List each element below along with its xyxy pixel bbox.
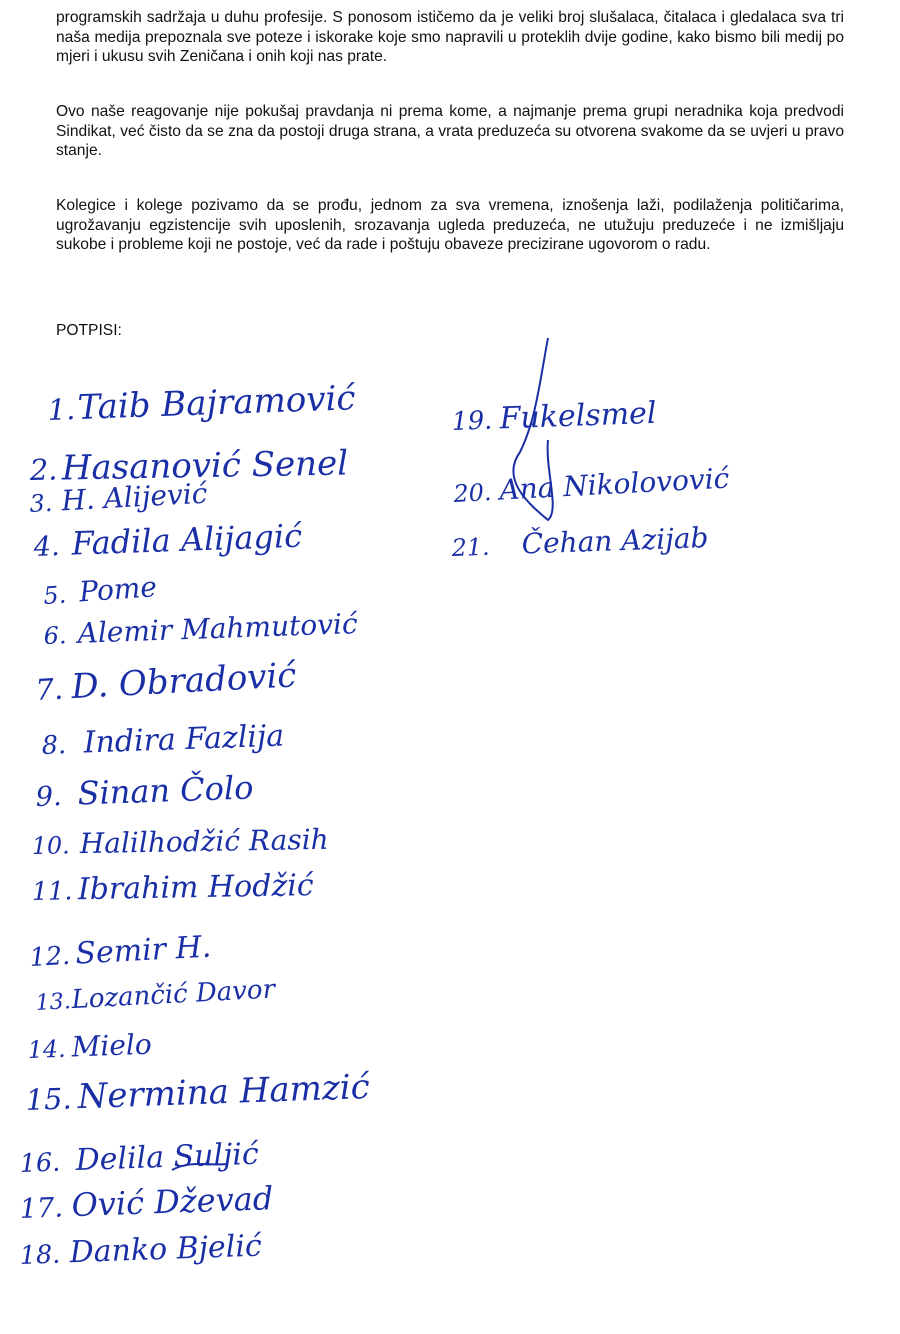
signature-name: Indira Fazlija <box>83 718 285 761</box>
signature-entry <box>35 768 254 814</box>
signature-entry <box>450 520 709 563</box>
signature-number: 15. <box>25 1081 73 1117</box>
signature-number: 17. <box>19 1192 64 1225</box>
signature-name: Pome <box>78 570 158 609</box>
signature-number: 18. <box>19 1239 61 1271</box>
signature-entry <box>19 1179 274 1226</box>
signature-name: Sinan Čolo <box>76 768 255 813</box>
signature-number: 1. <box>47 392 76 427</box>
signature-name: Danko Bjelić <box>69 1228 263 1271</box>
signature-name: Delila Suljić <box>75 1136 260 1179</box>
signature-number: 8. <box>41 730 67 761</box>
signature-number: 2. <box>29 452 58 487</box>
signature-entry <box>32 868 315 908</box>
paragraph-media-recognition: programskih sadržaja u duhu profesije. S ponosom ističemo da je veliki broj slušalaca, čitalaca i gledalaca sva tri naša medija prepoznala sve poteze i iskorake koje smo napravili u proteklih dvije godine, kako bismo bili medij po mjeri i ukusu svih Zeničana i onih koji nas prate. <box>56 9 844 65</box>
signature-entry <box>19 1229 262 1272</box>
signature-number: 12. <box>28 940 71 973</box>
signature-name: Semir H. <box>74 929 213 972</box>
paragraph-appeal-to-colleagues: Kolegice i kolege pozivamo da se prođu, jednom za sva vremena, iznošenja laži, podilaženja političarima, ugrožavanju egzistencije svih uposlenih, srozavanja ugleda preduzeća, ne utužuju preduzeće i ne izmišljaju sukobe i probleme koji ne postoje, već da rade i poštuju obaveze precizirane ugovorom o radu. <box>56 197 844 253</box>
signature-number: 9. <box>35 781 63 813</box>
signature-number: 19. <box>451 405 493 437</box>
signature-number: 10. <box>31 831 70 860</box>
signature-name: H. Alijević <box>60 476 209 518</box>
signature-entry <box>25 1067 371 1119</box>
signature-number: 6. <box>43 621 67 650</box>
signature-name: Čehan Azijab <box>521 521 709 561</box>
signature-entry <box>27 1028 152 1065</box>
signature-entry <box>43 607 358 651</box>
signature-number: 20. <box>452 478 493 508</box>
signature-entry <box>451 396 657 438</box>
signature-number: 13. <box>34 988 72 1016</box>
signatures-heading: POTPISI: <box>56 322 122 339</box>
signature-entry <box>47 378 357 429</box>
signature-name: Ibrahim Hodžić <box>77 868 314 908</box>
signature-entry <box>34 655 298 709</box>
signature-entry <box>19 1137 259 1180</box>
signature-name: Ana Nikolovović <box>498 461 731 507</box>
signature-number: 3. <box>28 488 54 518</box>
signature-entry <box>29 930 213 974</box>
signature-name: Fukelsmel <box>499 395 658 437</box>
signature-number: 11. <box>31 876 73 907</box>
signature-name: Lozančić Davor <box>70 974 276 1016</box>
signature-name: Fadila Alijagić <box>70 516 303 563</box>
signature-entry <box>452 462 731 509</box>
signature-name: D. Obradović <box>70 655 298 708</box>
paragraph-reaction-statement: Ovo naše reagovanje nije pokušaj pravdanja ni prema kome, a najmanje prema grupi neradnika koja predvodi Sindikat, već čisto da se zna da postoji druga strana, a vrata preduzeća su otvorena svakome da se uvjeri u pravo stanje. <box>56 103 844 159</box>
signature-entry <box>41 719 285 762</box>
signature-number: 5. <box>42 580 68 610</box>
signature-entry <box>32 823 329 861</box>
signature-name: Hasanović Senel <box>61 443 349 489</box>
signature-name: Nermina Hamzić <box>76 1067 371 1118</box>
signature-name: Halilhodžić Rasih <box>79 822 329 861</box>
signature-name: Alemir Mahmutović <box>77 607 359 650</box>
signature-name: Ović Dževad <box>70 1179 274 1225</box>
signature-number: 14. <box>27 1034 67 1064</box>
signature-name: Mielo <box>71 1027 153 1064</box>
signature-entry <box>32 517 303 564</box>
signature-name: Taib Bajramović <box>76 378 357 428</box>
signature-entry <box>35 974 277 1017</box>
signature-number: 4. <box>33 531 61 563</box>
signature-number: 7. <box>34 671 64 707</box>
signature-entry <box>42 570 158 611</box>
signature-number: 16. <box>19 1147 61 1179</box>
signature-number: 21. <box>451 532 491 562</box>
